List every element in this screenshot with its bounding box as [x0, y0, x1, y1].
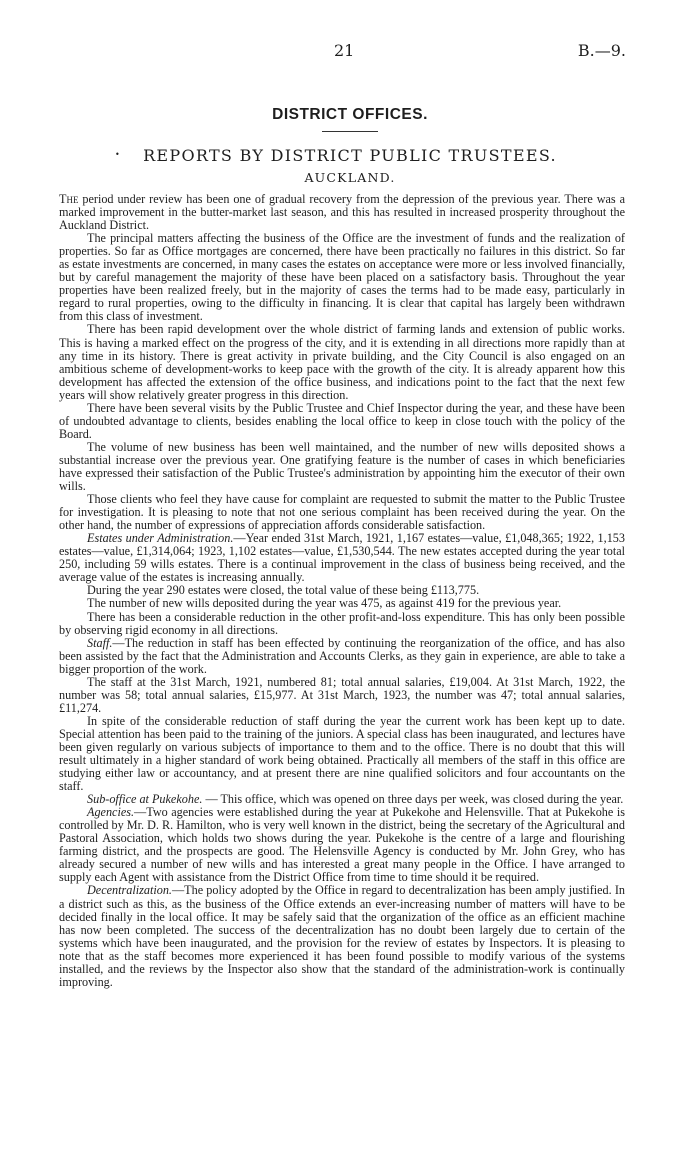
paragraph-6 — [59, 493, 625, 532]
paragraph-10 — [59, 611, 625, 637]
paragraph-4 — [59, 402, 625, 441]
paragraph-estates — [59, 532, 625, 584]
paragraph-lead: Decentralization. — [87, 883, 172, 898]
paragraph-agencies — [59, 806, 625, 884]
paragraph-lead: Sub-office at Pukekohe. — [87, 792, 203, 807]
paragraph-text: —Two agencies were established during the year at Pukekohe and Helensville. That at Pukekohe is controlled by Mr. D. R. Hamilton, who is very well known in the district, being the secretary of the Agricultural and Pastoral Association, which holds two shows during the year. Pukekohe is the centre of a large and flourishing farming district, and the prospects are good. The Helensville Agency is conducted by Mr. John Grey, who has already secured a number of new wills and has interested a great many people in the Office. I have arranged to supply each Agent with assistance from the District Office from time to time should it be required. — [59, 805, 625, 885]
paragraph-text: —The policy adopted by the Office in regard to decentralization has been amply justified. In a district such as this, as the business of the Office extends an ever-increasing number of matters will have to be decided finally in the local office. It may be safely said that the organization of the office as an efficient machine has now been completed. The success of the decentralization has no doubt been largely due to certain of the systems which have been inaugurated, and the provision for the review of estates by Inspectors. It is pleasing to note that as the staff becomes more experienced it has been found possible to modify various of the systems installed, and the reviews by the Inspector also show that the standard of the administration-work is continually improving. — [59, 883, 625, 989]
paragraph-text: The number of new wills deposited during the year was 475, as against 419 for the previous year. — [87, 596, 562, 611]
paragraph-text: During the year 290 estates were closed, the total value of these being £113,775. — [87, 583, 480, 598]
paragraph-2 — [59, 232, 625, 323]
paragraph-text: —The reduction in staff has been effected by continuing the reorganization of the office, and has also been assisted by the fact that the Administration and Accounts Clerks, as they gain in experience, are able to take a bigger proportion of the work. — [59, 635, 625, 676]
paragraph-text: The staff at the 31st March, 1921, numbered 81; total annual salaries, £19,004. At 31st March, 1922, the number was 58; total annual salaries, £15,977. At 31st March, 1923, the number was 47; total annual salaries, £11,274. — [59, 674, 625, 715]
document-reference: B.—9. — [577, 41, 626, 60]
paragraph-text: period under review has been one of gradual recovery from the depression of the previous year. There was a marked improvement in the butter-market last season, and this has resulted in increased prosperity throughout the Auckland District. — [59, 192, 625, 233]
paragraph-lead: The — [59, 192, 79, 206]
paragraph-text: The volume of new business has been well maintained, and the number of new wills deposited shows a substantial increase over the previous year. One gratifying feature is the number of cases in which beneficiaries have expressed their satisfaction of the Public Trustee's administration by appointing him the executor of their own wills. — [59, 439, 625, 494]
bullet-mark: • — [115, 150, 120, 159]
paragraph-text: There have been several visits by the Public Trustee and Chief Inspector during the year, and these have been of undoubted advantage to clients, besides enabling the local office to keep in close touch with the policy of the Board. — [59, 400, 625, 441]
heading-rule — [322, 131, 378, 132]
paragraph-lead: Staff. — [87, 635, 113, 650]
paragraph-12 — [59, 676, 625, 715]
paragraph-text: There has been a considerable reduction in the other profit-and-loss expenditure. This has only been possible by observing rigid economy in all directions. — [59, 609, 625, 637]
report-body — [59, 193, 625, 989]
paragraph-3 — [59, 323, 625, 401]
district-heading: AUCKLAND. — [304, 170, 396, 185]
paragraph-5 — [59, 441, 625, 493]
paragraph-lead: Estates under Administration. — [87, 531, 234, 546]
paragraph-decentralization — [59, 884, 625, 988]
paragraph-staff — [59, 637, 625, 676]
paragraph-text: —Year ended 31st March, 1921, 1,167 estates—value, £1,048,365; 1922, 1,153 estates—value, £1,314,064; 1923, 1,102 estates—value, £1,530,544. The new estates accepted during the year total 250, including 59 wills estates. There is a continual improvement in the class of business being received, and the average value of the estates is increasing annually. — [59, 531, 625, 585]
paragraph-text: In spite of the considerable reduction of staff during the year the current work has been kept up to date. Special attention has been paid to the training of the juniors. A special class has been inaugurated, and lectures have been given regularly on various subjects of importance to them and to the office. There is no doubt that this will result ultimately in a higher standard of work being obtained. Practically all members of the staff in this office are studying either law or accountancy, and at present there are nine qualified solicitors and four accountants on the staff. — [59, 713, 625, 794]
paragraph-lead: Agencies. — [87, 805, 135, 820]
reports-subheading: REPORTS BY DISTRICT PUBLIC TRUSTEES. — [143, 146, 557, 165]
paragraph-text: — This office, which was opened on three days per week, was closed during the year. — [202, 792, 624, 807]
paragraph-text: There has been rapid development over the whole district of farming lands and extension of public works. This is having a marked effect on the progress of the city, and it is extending in all directions more rapidly than at any time in its history. There is great activity in private building, and the City Council is also engaged on an ambitious scheme of development-works to keep pace with the growth of the city. It is already apparent how this development has affected the extension of the office business, and indications point to the fact that the next few years will show relatively greater progress in this direction. — [59, 322, 625, 402]
paragraph-text: Those clients who feel they have cause for complaint are requested to submit the matter to the Public Trustee for investigation. It is pleasing to note that not one serious complaint has been received during the year. On the other hand, the number of expressions of appreciation affords considerable satisfaction. — [59, 492, 625, 533]
section-heading: DISTRICT OFFICES. — [272, 106, 428, 123]
paragraph-text: The principal matters affecting the business of the Office are the investment of funds and the realization of properties. So far as Office mortgages are concerned, there have been practically no failures in this district. So far as estate investments are concerned, in many cases the estates on acceptance were more or less involved financially, but by careful management the majority of these have been placed on a satisfactory basis. Throughout the year properties have been realized freely, but in the majority of cases the terms had to be made easy, particularly in regard to rural properties, owing to the difficulty in financing. It is clear that capital has largely been withdrawn from this class of investment. — [59, 231, 625, 324]
paragraph-1 — [59, 193, 625, 232]
page-number: 21 — [334, 41, 355, 60]
paragraph-13 — [59, 715, 625, 793]
